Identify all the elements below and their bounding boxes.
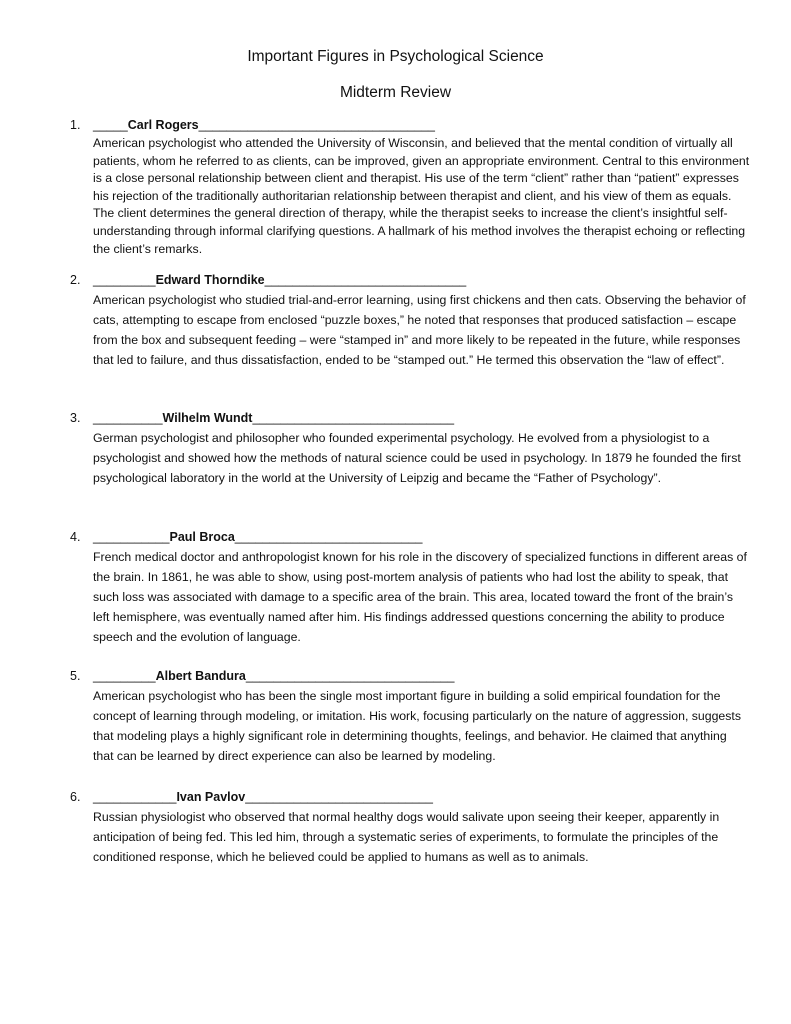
answer-blank-before: __________ bbox=[93, 411, 163, 425]
answer-blank-after: ___________________________ bbox=[245, 790, 433, 804]
answer-line bbox=[93, 669, 454, 683]
answer-name: Paul Broca bbox=[169, 530, 235, 544]
answer-line bbox=[93, 790, 433, 804]
answer-blank-before: _____ bbox=[93, 118, 128, 132]
question-description: American psychologist who studied trial-and-error learning, using first chickens and then cats. Observing the behavior of cats, attempting to escape from enclosed “puzzle boxes,” he noted that responses that produced satisfaction – escape from the box and subsequent feeding – were “stamped in” and more likely to be repeated in the future, while responses that led to failure, and thus dissatisfaction, ended to be “stamped out.” He termed this observation the “law of effect”. bbox=[93, 293, 746, 367]
question-number: 2. bbox=[70, 273, 81, 287]
answer-blank-after: ______________________________ bbox=[245, 669, 455, 683]
document-subtitle: Midterm Review bbox=[339, 84, 452, 101]
question-description: American psychologist who attended the University of Wisconsin, and believed that the mental condition of virtually all patients, whom he referred to as clients, can be improved, given an appropriate environment. Central to this environment is a close personal relationship between client and therapist. His use of the term “client” rather than “patient” expresses his rejection of the traditionally authoritarian relationship between therapist and client, and his view of them as equals. The client determines the general direction of therapy, while the therapist seeks to increase the client’s insightful self-understanding through informal clarifying questions. A hallmark of his method involves the therapist echoing or reflecting the client’s remarks. bbox=[93, 136, 750, 256]
answer-blank-before: ____________ bbox=[93, 790, 177, 804]
question-number: 5. bbox=[70, 669, 81, 683]
question-description: Russian physiologist who observed that normal healthy dogs would salivate upon seeing their keeper, apparently in anticipation of being fed. This led him, through a systematic series of experiments, to formulate the principles of the conditioned response, which he believed could be applied to humans as well as to animals. bbox=[93, 810, 720, 864]
question-description: American psychologist who has been the single most important figure in building a solid empirical foundation for the concept of learning through modeling, or imitation. His work, focusing particularly on the nature of aggression, suggests that modeling plays a highly significant role in determining thoughts, feelings, and behavior. He claimed that anything that can be learned by direct experience can also be learned by modeling. bbox=[93, 689, 741, 763]
answer-line bbox=[93, 118, 435, 132]
answer-name: Wilhelm Wundt bbox=[162, 411, 253, 425]
answer-line bbox=[93, 273, 466, 287]
answer-blank-before: _________ bbox=[93, 273, 156, 287]
answer-blank-after: _____________________________ bbox=[264, 273, 467, 287]
question-number: 4. bbox=[70, 530, 81, 544]
answer-blank-after: __________________________________ bbox=[198, 118, 435, 132]
answer-blank-after: _____________________________ bbox=[252, 411, 455, 425]
answer-name: Carl Rogers bbox=[127, 118, 199, 132]
question-number: 3. bbox=[70, 411, 81, 425]
answer-blank-before: _________ bbox=[93, 669, 156, 683]
question-number: 6. bbox=[70, 790, 81, 804]
answer-blank-before: ___________ bbox=[93, 530, 170, 544]
answer-line bbox=[93, 411, 454, 425]
question-number: 1. bbox=[70, 118, 81, 132]
document-title: Important Figures in Psychological Science bbox=[247, 48, 544, 65]
answer-blank-after: ___________________________ bbox=[234, 530, 423, 544]
question-description: German psychologist and philosopher who founded experimental psychology. He evolved from a physiologist to a psychologist and showed how the methods of natural science could be used in psychology. In 1879 he founded the first psychological laboratory in the world at the University of Leipzig and became the “Father of Psychology”. bbox=[93, 431, 741, 485]
answer-name: Ivan Pavlov bbox=[176, 790, 246, 804]
answer-name: Albert Bandura bbox=[155, 669, 246, 683]
answer-line bbox=[93, 530, 423, 544]
answer-name: Edward Thorndike bbox=[155, 273, 265, 287]
question-description: French medical doctor and anthropologist known for his role in the discovery of specialized functions in different areas of the brain. In 1861, he was able to show, using post-mortem analysis of patients who had lost the ability to speak, that such loss was associated with damage to a specific area of the brain. This area, located toward the front of the brain’s left hemisphere, was eventually named after him. His findings addressed questions concerning the ability to produce speech and the evolution of language. bbox=[93, 550, 747, 644]
